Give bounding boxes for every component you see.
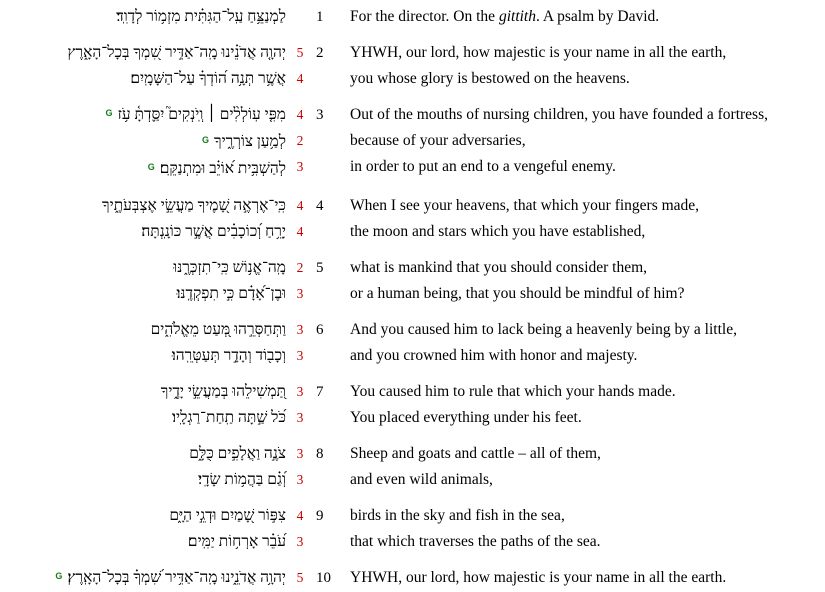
word-count-column <box>290 255 310 307</box>
verse-number: 10 <box>316 570 331 586</box>
english-line: and even wild animals, <box>350 471 493 488</box>
hebrew-line <box>0 441 286 467</box>
hebrew-column <box>0 441 290 493</box>
word-count: 2 <box>296 133 304 148</box>
hebrew-line <box>0 405 286 431</box>
hebrew-line <box>0 66 286 92</box>
ketiv-qere-marker: G <box>147 162 155 172</box>
english-line: YHWH, our lord, how majestic is your name in all the earth. <box>350 569 727 586</box>
word-count: 3 <box>296 159 304 174</box>
word-count-column <box>290 193 310 245</box>
english-column <box>340 441 825 493</box>
hebrew-column <box>0 40 290 92</box>
english-line: Sheep and goats and cattle – all of them, <box>350 445 601 462</box>
english-line: and you crowned him with honor and majesty. <box>350 347 638 364</box>
word-count-column <box>290 503 310 555</box>
english-line: When I see your heavens, that which your fingers made, <box>350 197 700 214</box>
english-column <box>340 193 825 245</box>
verse-spacer <box>0 245 825 255</box>
hebrew-text: תַּ֭מְשִׁילֵהוּ בְּמַעֲשֵׂ֣י יָדֶ֑יךָ <box>160 383 286 400</box>
english-column <box>340 565 825 591</box>
verse-number-column <box>310 317 340 343</box>
english-column <box>340 40 825 92</box>
verse-number: 4 <box>316 198 324 214</box>
verse-spacer <box>0 92 825 102</box>
word-count: 3 <box>296 534 304 549</box>
english-column <box>340 503 825 555</box>
hebrew-line <box>0 4 286 30</box>
verse-spacer <box>0 493 825 503</box>
english-line <box>350 4 825 30</box>
ketiv-qere-marker: G <box>55 571 63 581</box>
word-count-column <box>290 102 310 180</box>
word-count: 3 <box>296 384 304 399</box>
verse-row <box>0 503 825 555</box>
hebrew-text: עֹ֝בֵ֗ר אָרְח֥וֹת יַמִּֽים׃ <box>187 533 286 550</box>
hebrew-text: צֹנֶ֣ה וַאֲלָפִ֣ים כֻּלָּ֑ם <box>189 445 286 462</box>
verse-row <box>0 40 825 92</box>
hebrew-text: אֲשֶׁ֥ר תְּנָ֥ה ה֝וֹדְךָ֗ עַל־הַשָּׁמָֽיִם׃ <box>130 70 286 87</box>
verse-number-column <box>310 503 340 529</box>
english-line: the moon and stars which you have established, <box>350 223 646 240</box>
hebrew-text: יָרֵ֥חַ וְ֝כוֹכָבִ֗ים אֲשֶׁ֣ר כּוֹנָֽנְתָּה׃ <box>141 223 286 240</box>
verse-number-column <box>310 193 340 219</box>
word-count: 4 <box>296 107 304 122</box>
verse-spacer <box>0 307 825 317</box>
hebrew-line <box>0 193 286 219</box>
word-count: 3 <box>296 348 304 363</box>
hebrew-text: יְהוָ֤ה אֲדֹנֵ֗ינוּ מָֽה־אַדִּ֣יר שִׁ֭מְךָ בְּכָל־הָאָ֑רֶץ <box>67 44 286 61</box>
hebrew-line <box>0 503 286 529</box>
word-count: 4 <box>296 198 304 213</box>
hebrew-column <box>0 317 290 369</box>
english-column <box>340 379 825 431</box>
verse-spacer <box>0 30 825 40</box>
verse-spacer <box>0 369 825 379</box>
hebrew-line <box>0 467 286 493</box>
hebrew-line <box>0 40 286 66</box>
verse-row <box>0 441 825 493</box>
english-line: what is mankind that you should consider them, <box>350 259 648 276</box>
ketiv-qere-marker: G <box>201 135 209 145</box>
word-count: 5 <box>296 570 304 585</box>
hebrew-text: לְמַ֥עַן צוֹרְרֶ֑יךָ <box>213 133 286 150</box>
hebrew-column <box>0 565 290 592</box>
word-count-column <box>290 441 310 493</box>
verse-number: 7 <box>316 384 324 400</box>
english-text-post: . A psalm by David. <box>536 8 660 25</box>
hebrew-line <box>0 529 286 555</box>
english-line: in order to put an end to a vengeful enemy. <box>350 158 616 175</box>
hebrew-line <box>0 129 286 156</box>
english-text-italic: gittith <box>498 8 536 25</box>
english-line: You caused him to rule that which your hands made. <box>350 383 676 400</box>
hebrew-line <box>0 317 286 343</box>
word-count-column <box>290 379 310 431</box>
word-count-column <box>290 565 310 591</box>
hebrew-line <box>0 379 286 405</box>
hebrew-column <box>0 255 290 307</box>
word-count: 3 <box>296 322 304 337</box>
hebrew-line <box>0 255 286 281</box>
hebrew-text: לְהַשְׁבִּ֥ית א֝וֹיֵ֗ב וּמִתְנַקֵּֽם׃ <box>159 160 286 177</box>
hebrew-column <box>0 503 290 555</box>
verse-row <box>0 102 825 183</box>
word-count: 2 <box>296 260 304 275</box>
hebrew-line <box>0 219 286 245</box>
verse-row <box>0 317 825 369</box>
hebrew-text: כֹּ֝ל שַׁ֣תָּה תַֽחַת־רַגְלָֽיו׃ <box>172 409 286 426</box>
english-line: that which traverses the paths of the sea. <box>350 533 601 550</box>
word-count: 3 <box>296 472 304 487</box>
verse-number: 5 <box>316 260 324 276</box>
word-count-column <box>290 317 310 369</box>
english-line: you whose glory is bestowed on the heavens. <box>350 70 630 87</box>
verse-number: 6 <box>316 322 324 338</box>
english-line: You placed everything under his feet. <box>350 409 582 426</box>
verse-spacer <box>0 555 825 565</box>
ketiv-qere-marker: G <box>105 108 113 118</box>
verse-row <box>0 4 825 30</box>
word-count: 3 <box>296 410 304 425</box>
verse-number-column <box>310 379 340 405</box>
hebrew-text: וּבֶן־אָ֝דָ֗ם כִּ֣י תִפְקְדֶֽנּוּ׃ <box>176 285 286 302</box>
verse-spacer <box>0 183 825 193</box>
verse-number-column <box>310 40 340 66</box>
verse-row <box>0 193 825 245</box>
english-line: or a human being, that you should be mindful of him? <box>350 285 685 302</box>
word-count: 3 <box>296 286 304 301</box>
hebrew-line <box>0 156 286 183</box>
hebrew-column <box>0 379 290 431</box>
verse-number: 9 <box>316 508 324 524</box>
hebrew-line <box>0 565 286 592</box>
hebrew-text: יְהוָ֥ה אֲדֹנֵ֑ינוּ מָֽה־אַדִּ֥יר שִׁ֝מְךָ֗ בְּכָל־הָאָֽרֶץ׃ <box>67 569 286 586</box>
hebrew-text: לַמְנַצֵּ֥חַ עַֽל־הַגִּתִּ֗ית מִזְמ֥וֹר לְדָוִֽד׃ <box>116 8 286 25</box>
hebrew-text: מִפִּ֤י עֽוֹלְלִ֨ים ׀ וְֽיֹנְקִים֮ יִסַּ֪דְתָּ֫ עֹ֥ז <box>117 106 286 123</box>
english-column <box>340 317 825 369</box>
english-column <box>340 4 825 30</box>
hebrew-text: צִפּ֣וֹר שָׁ֭מַיִם וּדְגֵ֣י הַיָּ֑ם <box>169 507 286 524</box>
hebrew-line <box>0 281 286 307</box>
english-line: because of your adversaries, <box>350 132 526 149</box>
word-count: 3 <box>296 446 304 461</box>
hebrew-text: מָֽה־אֱנ֥וֹשׁ כִּֽי־תִזְכְּרֶ֑נּוּ <box>173 259 286 276</box>
verse-row <box>0 379 825 431</box>
verse-number-column <box>310 255 340 281</box>
verse-row <box>0 255 825 307</box>
hebrew-line <box>0 343 286 369</box>
verse-number: 2 <box>316 45 324 61</box>
verse-number-column <box>310 4 340 30</box>
english-column <box>340 102 825 180</box>
hebrew-column <box>0 102 290 183</box>
hebrew-text: וְכָב֖וֹד וְהָדָ֣ר תְּעַטְּרֵֽהוּ׃ <box>171 347 286 364</box>
hebrew-text: כִּֽי־אֶרְאֶ֣ה שָׁ֭מֶיךָ מַעֲשֵׂ֣י אֶצְבְּעֹתֶ֑יךָ <box>102 197 286 214</box>
english-line: birds in the sky and fish in the sea, <box>350 507 565 524</box>
verse-spacer <box>0 431 825 441</box>
verse-number: 3 <box>316 107 324 123</box>
english-column <box>340 255 825 307</box>
word-count: 5 <box>296 45 304 60</box>
hebrew-column <box>0 193 290 245</box>
hebrew-text: וַתְּחַסְּרֵ֣הוּ מְּ֭עַט מֵאֱלֹהִ֑ים <box>150 321 286 338</box>
verse-number-column <box>310 565 340 591</box>
hebrew-line <box>0 102 286 129</box>
verse-number-column <box>310 102 340 128</box>
english-line: And you caused him to lack being a heavenly being by a little, <box>350 321 737 338</box>
verse-number: 1 <box>316 9 324 25</box>
word-count: 4 <box>296 71 304 86</box>
verse-row <box>0 565 825 592</box>
verse-number: 8 <box>316 446 324 462</box>
verse-list <box>0 4 825 592</box>
english-line: YHWH, our lord, how majestic is your name in all the earth, <box>350 44 727 61</box>
verse-number-column <box>310 441 340 467</box>
english-line: Out of the mouths of nursing children, you have founded a fortress, <box>350 106 768 123</box>
word-count-column <box>290 40 310 92</box>
hebrew-text: וְ֝גַ֗ם בַּהֲמ֥וֹת שָׂדָֽי׃ <box>198 471 286 488</box>
hebrew-column <box>0 4 290 30</box>
english-text-pre: For the director. On the <box>350 8 499 25</box>
word-count: 4 <box>296 224 304 239</box>
word-count: 4 <box>296 508 304 523</box>
